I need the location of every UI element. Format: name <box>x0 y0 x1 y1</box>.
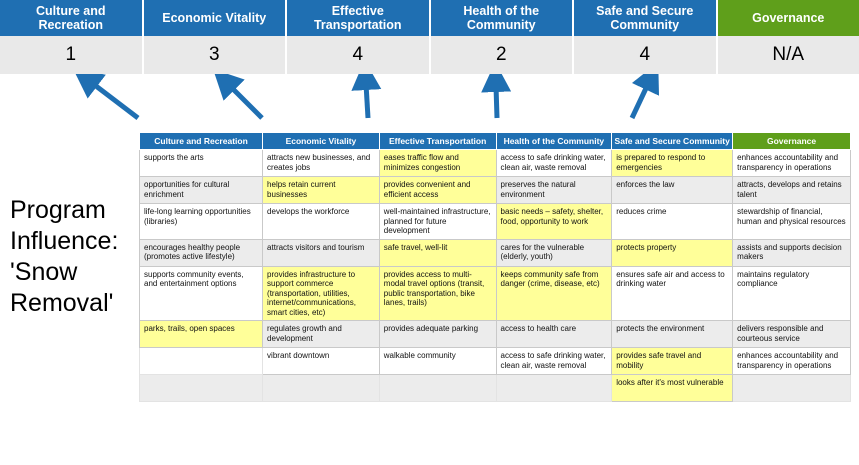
matrix-cell: enhances accountability and transparency in operations <box>733 348 851 375</box>
outcome-header-band <box>0 0 859 36</box>
program-influence-caption <box>10 195 138 319</box>
matrix-cell: vibrant downtown <box>263 348 380 375</box>
matrix-cell: access to safe drinking water, clean air, waste removal <box>496 150 612 177</box>
matrix-body <box>140 150 851 402</box>
outcome-header-safe-and-secure-community[interactable]: Safe and Secure Community <box>574 0 718 36</box>
matrix-cell: access to safe drinking water, clean air, waste removal <box>496 348 612 375</box>
matrix-header-economic-vitality: Economic Vitality <box>263 133 380 150</box>
matrix-cell: looks after it's most vulnerable <box>612 375 733 402</box>
outcome-header-health-of-the-community[interactable]: Health of the Community <box>431 0 575 36</box>
matrix-cell <box>496 375 612 402</box>
matrix-cell: protects property <box>612 239 733 266</box>
caption-line-4: Removal' <box>10 289 114 317</box>
matrix-cell: walkable community <box>379 348 496 375</box>
matrix-cell: delivers responsible and courteous service <box>733 321 851 348</box>
table-row <box>140 266 851 321</box>
score-health-of-the-community: 2 <box>431 36 575 74</box>
arrow-icon-3 <box>366 84 368 118</box>
matrix-cell: provides access to multi-modal travel options (transit, public transportation, bike lanes, trails) <box>379 266 496 321</box>
matrix-cell: provides convenient and efficient access <box>379 177 496 204</box>
matrix-cell: provides adequate parking <box>379 321 496 348</box>
matrix-cell: cares for the vulnerable (elderly, youth) <box>496 239 612 266</box>
matrix-header-culture-and-recreation: Culture and Recreation <box>140 133 263 150</box>
matrix-cell: opportunities for cultural enrichment <box>140 177 263 204</box>
table-row <box>140 150 851 177</box>
outcome-header-economic-vitality[interactable]: Economic Vitality <box>144 0 288 36</box>
caption-line-3: 'Snow <box>10 258 78 286</box>
matrix-cell: assists and supports decision makers <box>733 239 851 266</box>
matrix-cell: supports the arts <box>140 150 263 177</box>
score-governance: N/A <box>718 36 859 74</box>
matrix-cell: attracts new businesses, and creates jobs <box>263 150 380 177</box>
matrix-header-governance: Governance <box>733 133 851 150</box>
matrix-cell: eases traffic flow and minimizes congestion <box>379 150 496 177</box>
outcome-header-governance[interactable]: Governance <box>718 0 859 36</box>
arrow-icon-1 <box>92 83 138 118</box>
matrix-cell: attracts, develops and retains talent <box>733 177 851 204</box>
matrix-cell: helps retain current businesses <box>263 177 380 204</box>
matrix-cell: keeps community safe from danger (crime, disease, etc) <box>496 266 612 321</box>
table-row <box>140 321 851 348</box>
matrix-cell: parks, trails, open spaces <box>140 321 263 348</box>
caption-line-2: Influence: <box>10 227 119 255</box>
matrix-cell <box>379 375 496 402</box>
matrix-cell: preserves the natural environment <box>496 177 612 204</box>
matrix-cell: attracts visitors and tourism <box>263 239 380 266</box>
matrix-cell: enforces the law <box>612 177 733 204</box>
table-row <box>140 348 851 375</box>
matrix-cell: access to health care <box>496 321 612 348</box>
matrix-cell: provides safe travel and mobility <box>612 348 733 375</box>
table-row <box>140 375 851 402</box>
matrix-cell: maintains regulatory compliance <box>733 266 851 321</box>
matrix-cell: well-maintained infrastructure, planned for future development <box>379 204 496 240</box>
matrix-cell: is prepared to respond to emergencies <box>612 150 733 177</box>
matrix-cell: develops the workforce <box>263 204 380 240</box>
matrix-cell: life-long learning opportunities (libraries) <box>140 204 263 240</box>
results-matrix-table <box>139 132 851 402</box>
score-culture-and-recreation: 1 <box>0 36 144 74</box>
matrix-cell: basic needs – safety, shelter, food, opportunity to work <box>496 204 612 240</box>
arrow-icon-2 <box>230 86 262 118</box>
table-row <box>140 239 851 266</box>
matrix-cell <box>140 348 263 375</box>
score-economic-vitality: 3 <box>144 36 288 74</box>
matrix-cell: regulates growth and development <box>263 321 380 348</box>
table-row <box>140 204 851 240</box>
matrix-cell: reduces crime <box>612 204 733 240</box>
matrix-cell: safe travel, well-lit <box>379 239 496 266</box>
matrix-header-effective-transportation: Effective Transportation <box>379 133 496 150</box>
matrix-header-row <box>140 133 851 150</box>
arrow-group <box>0 74 859 132</box>
matrix-cell: provides infrastructure to support commerce (transportation, utilities, internet/communications, smart cities, etc) <box>263 266 380 321</box>
matrix-header-health-of-the-community: Health of the Community <box>496 133 612 150</box>
matrix-cell <box>733 375 851 402</box>
matrix-cell: enhances accountability and transparency in operations <box>733 150 851 177</box>
matrix-cell <box>263 375 380 402</box>
score-safe-and-secure-community: 4 <box>574 36 718 74</box>
score-effective-transportation: 4 <box>287 36 431 74</box>
table-row <box>140 177 851 204</box>
matrix-cell: protects the environment <box>612 321 733 348</box>
arrow-icon-4 <box>496 86 497 118</box>
matrix-header-safe-and-secure-community: Safe and Secure Community <box>612 133 733 150</box>
matrix-cell <box>140 375 263 402</box>
arrow-icon-5 <box>632 84 648 118</box>
outcome-header-effective-transportation[interactable]: Effective Transportation <box>287 0 431 36</box>
matrix-cell: ensures safe air and access to drinking water <box>612 266 733 321</box>
score-band <box>0 36 859 74</box>
matrix-cell: supports community events, and entertainment options <box>140 266 263 321</box>
outcome-header-culture-and-recreation[interactable]: Culture and Recreation <box>0 0 144 36</box>
matrix-cell: encourages healthy people (promotes active lifestyle) <box>140 239 263 266</box>
caption-line-1: Program <box>10 196 106 224</box>
matrix-cell: stewardship of financial, human and physical resources <box>733 204 851 240</box>
